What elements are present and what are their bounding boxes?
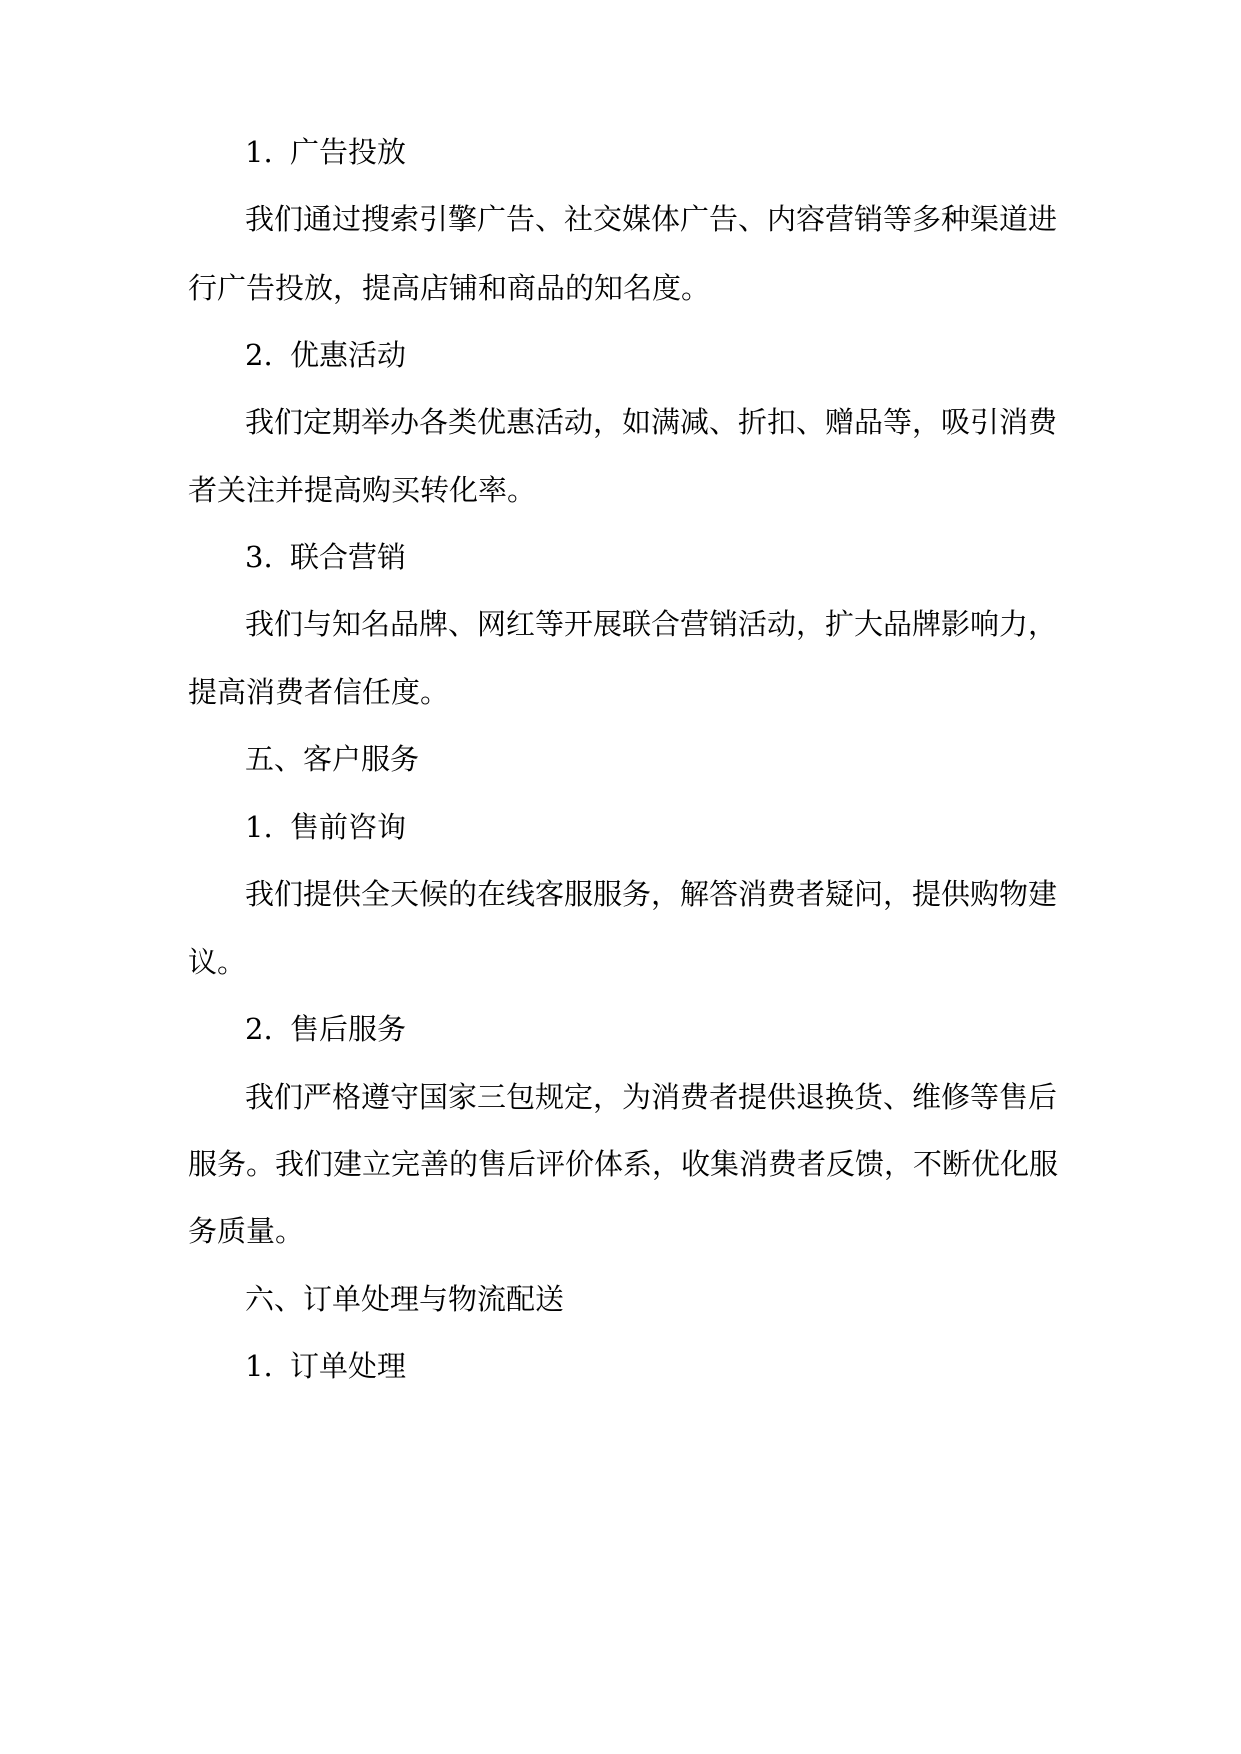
paragraph-line: 我们定期举办各类优惠活动，如满减、折扣、赠品等，吸引消费 xyxy=(245,405,1058,439)
paragraph-line: 提高消费者信任度。 xyxy=(188,675,450,709)
item-heading: 广告投放 xyxy=(290,135,407,169)
section-heading: 六、订单处理与物流配送 xyxy=(245,1282,565,1316)
paragraph-line: 行广告投放，提高店铺和商品的知名度。 xyxy=(188,271,711,305)
item-heading: 售后服务 xyxy=(290,1012,407,1046)
section-heading: 五、客户服务 xyxy=(245,742,420,776)
item-number: 2. xyxy=(245,1012,273,1046)
item-number: 1. xyxy=(245,1349,273,1383)
item-heading: 售前咨询 xyxy=(290,810,407,844)
paragraph-line: 我们与知名品牌、网红等开展联合营销活动，扩大品牌影响力， xyxy=(245,607,1058,641)
item-number: 1. xyxy=(245,810,273,844)
item-number: 1. xyxy=(245,135,273,169)
paragraph-line: 我们通过搜索引擎广告、社交媒体广告、内容营销等多种渠道进 xyxy=(245,202,1058,236)
paragraph-line: 务质量。 xyxy=(188,1214,305,1248)
paragraph-line: 我们严格遵守国家三包规定，为消费者提供退换货、维修等售后 xyxy=(245,1080,1058,1114)
paragraph-line: 我们提供全天候的在线客服服务，解答消费者疑问，提供购物建 xyxy=(245,877,1058,911)
item-heading: 订单处理 xyxy=(290,1349,407,1383)
item-number: 2. xyxy=(245,338,273,372)
item-number: 3. xyxy=(245,540,273,574)
item-heading: 优惠活动 xyxy=(290,338,407,372)
paragraph-line: 服务。我们建立完善的售后评价体系，收集消费者反馈，不断优化服 xyxy=(188,1147,1059,1181)
paragraph-line: 者关注并提高购买转化率。 xyxy=(188,473,537,507)
item-heading: 联合营销 xyxy=(290,540,407,574)
paragraph-line: 议。 xyxy=(188,945,247,979)
